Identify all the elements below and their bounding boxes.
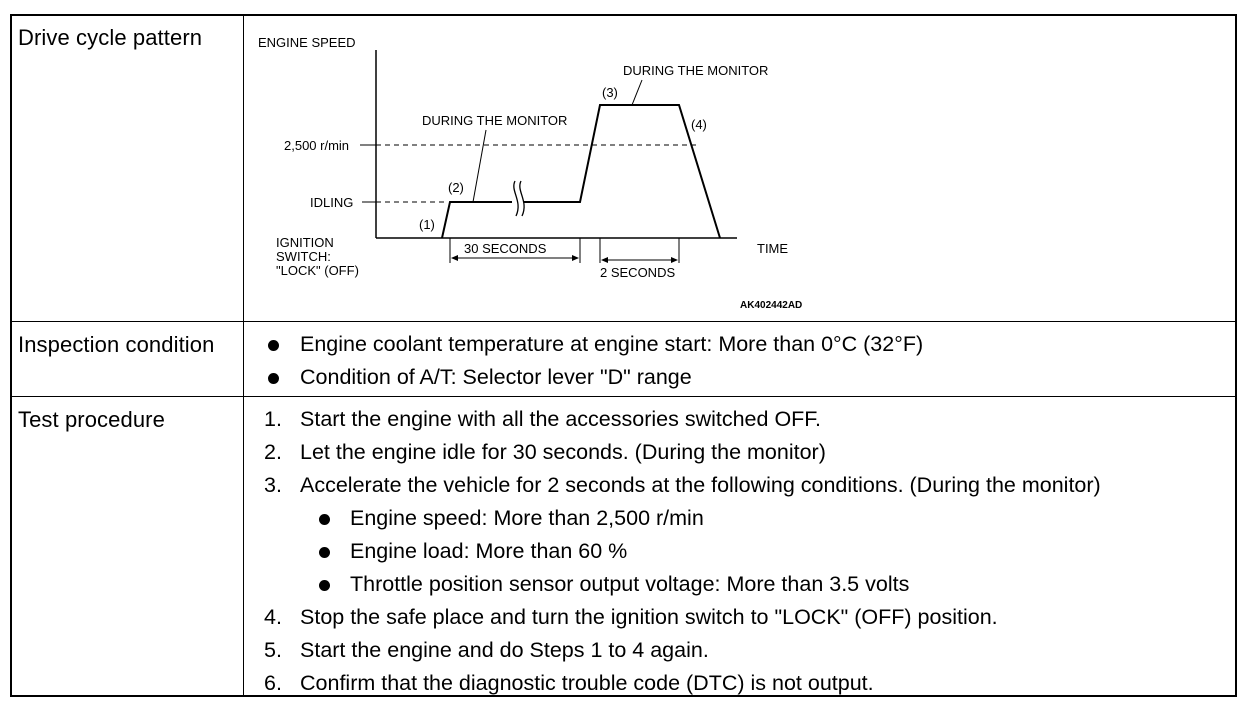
duration-2-arrowhead-right — [671, 257, 678, 263]
label-inspection-condition: Inspection condition — [12, 322, 244, 396]
duration-1-arrowhead-right — [572, 255, 579, 261]
procedure-sub-item: Engine load: More than 60 % — [350, 539, 628, 563]
procedure-step: Start the engine and do Steps 1 to 4 again. — [300, 638, 709, 662]
duration-2-label: 2 SECONDS — [600, 265, 676, 280]
procedure-step: Confirm that the diagnostic trouble code (DTC) is not output. — [300, 671, 874, 695]
bullet-icon — [319, 547, 330, 558]
step-2-label: (2) — [448, 180, 464, 195]
step-4-label: (4) — [691, 117, 707, 132]
ignition-label-line-2: SWITCH: — [276, 249, 331, 264]
ignition-label-line-3: "LOCK" (OFF) — [276, 263, 359, 278]
label-drive-cycle: Drive cycle pattern — [12, 16, 244, 321]
break-symbol — [514, 181, 524, 216]
inspection-item: Condition of A/T: Selector lever "D" range — [300, 365, 692, 389]
engine-speed-curve — [442, 202, 512, 238]
duration-2-arrowhead-left — [601, 257, 608, 263]
ignition-label-line-1: IGNITION — [276, 235, 334, 250]
monitor-leader-2 — [632, 80, 642, 105]
bullet-icon — [319, 580, 330, 591]
monitor-leader-1 — [473, 130, 486, 202]
drive-cycle-diagram-cell — [244, 16, 1235, 321]
row-drive-cycle — [12, 16, 1235, 322]
step-number: 1. — [264, 407, 282, 431]
step-number: 5. — [264, 638, 282, 662]
step-number: 4. — [264, 605, 282, 629]
procedure-step: Accelerate the vehicle for 2 seconds at the following conditions. (During the monitor) — [300, 473, 1101, 497]
label-test-procedure: Test procedure — [12, 397, 244, 697]
level-idle-label: IDLING — [310, 195, 354, 210]
figure-code: AK402442AD — [740, 300, 803, 311]
duration-1-arrowhead-left — [451, 255, 458, 261]
step-number: 6. — [264, 671, 282, 695]
bullet-icon — [319, 514, 330, 525]
monitor-label-2: DURING THE MONITOR — [623, 63, 769, 78]
drive-cycle-table — [10, 14, 1237, 697]
procedure-step: Stop the safe place and turn the ignition switch to "LOCK" (OFF) position. — [300, 605, 998, 629]
inspection-item: Engine coolant temperature at engine start: More than 0°C (32°F) — [300, 332, 924, 356]
step-1-label: (1) — [419, 217, 435, 232]
inspection-condition-cell — [244, 322, 1235, 396]
engine-speed-diagram — [244, 16, 1237, 322]
step-number: 2. — [264, 440, 282, 464]
procedure-sub-item: Throttle position sensor output voltage: More than 3.5 volts — [350, 572, 910, 596]
level-high-label: 2,500 r/min — [284, 138, 350, 153]
bullet-icon — [268, 373, 279, 384]
test-procedure-cell — [244, 397, 1235, 697]
row-test-procedure — [12, 397, 1235, 697]
step-3-label: (3) — [602, 85, 618, 100]
duration-1-label: 30 SECONDS — [464, 241, 547, 256]
y-axis-label: ENGINE SPEED — [258, 35, 356, 50]
step-number: 3. — [264, 473, 282, 497]
procedure-sub-item: Engine speed: More than 2,500 r/min — [350, 506, 704, 530]
x-axis-label: TIME — [757, 241, 789, 256]
monitor-label-1: DURING THE MONITOR — [422, 113, 568, 128]
procedure-step: Start the engine with all the accessories switched OFF. — [300, 407, 822, 431]
bullet-icon — [268, 340, 279, 351]
row-inspection-condition — [12, 322, 1235, 397]
procedure-step: Let the engine idle for 30 seconds. (During the monitor) — [300, 440, 826, 464]
